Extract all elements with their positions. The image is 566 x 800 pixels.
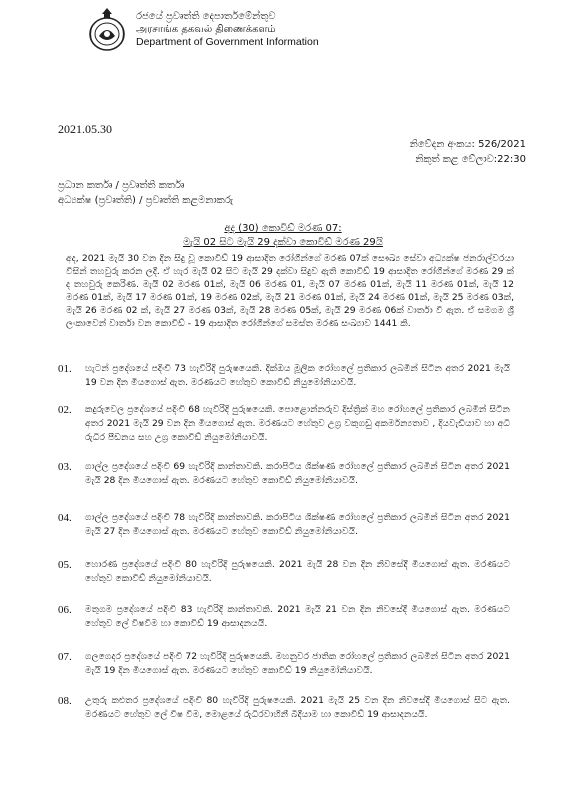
item-number: 02. (58, 404, 72, 416)
list-item (58, 403, 510, 445)
list-item (58, 650, 510, 678)
list-item (58, 460, 510, 488)
item-text: හැටන් ප්‍රදේශයේ පදිංචි 73 හැවිරිදි පුරුෂයෙකි. දික්ඔය මූලික රෝහලේ ප්‍රතිකාර ලබමින් සිටින අතර 2021 මැයි 19 වන දින මියගොස් ඇත. මරණයට හේතුව කොවිඩ් නියුමෝනියාවයි. (85, 363, 510, 388)
emblem-logo-icon (86, 6, 128, 52)
item-number: 06. (58, 604, 72, 616)
item-number: 05. (58, 559, 72, 571)
item-text: මතුගම ප්‍රදේශයේ පදිංචි 83 හැවිරිදි කාන්තාවකි. 2021 මැයි 21 වන දින නිවසේදී මියගොස් ඇත. මරණයට හේතුව ලේ විෂවීම හා කොවිඩ් 19 ආසාදනයයි. (85, 604, 510, 629)
release-number: නිවේදන අංකය: 526/2021 (409, 139, 526, 150)
item-number: 03. (58, 461, 72, 473)
item-number: 08. (58, 695, 72, 707)
recipient-line: ප්‍රධාන කර්තෘ / ප්‍රවෘත්ති කර්තෘ (58, 180, 185, 191)
intro-paragraph: අද, 2021 මැයි 30 වන දින සිදු වූ කොවිඩ් 19 ආසාදිත රෝගීන්ගේ මරණ 07ක් සෞඛ්‍ය සේවා අධ්‍යක්ෂ ජනරාල්වරයා විසින් තහවුරු කරන ලදී. ඒ හැර මැයි 02 සිට මැයි 29 දක්වා සිදුව ඇති කොවිඩ් 19 ආසාදිත රෝගීන්ගේ මරණ 29 ක් ද තහවුරු කෙරිණ. මැයි 02 මරණ 01ක්, මැයි 06 මරණ 01, මැයි 07 මරණ 01ක්, මැයි 11 මරණ 01ක්, මැයි 12 මරණ 01ක්, මැයි 17 මරණ 01ක්, 19 මරණ 02ක්, මැයි 21 මරණ 01ක්, මැයි 24 මරණ 01ක්, මැයි 25 මරණ 03ක්, මැයි 26 මරණ 02 ක්, මැයි 27 මරණ 03ක්, මැයි 28 මරණ 05ක්, මැයි 29 මරණ 06ක් වාර්තා වී ඇත. ඒ සමගම ශ්‍රී ලංකාවෙන් වාර්තා වන කොවිඩ් - 19 ආසාදිත රෝගීන්ගේ සමස්ත මරණ සංඛ්‍යාව 1441 කි. (66, 253, 514, 329)
item-text: කදුරුවෙල ප්‍රදේශයේ පදිංචි 68 හැවිරිදි පුරුෂයෙකි. පොළොන්නරුව දිස්ත්‍රික් මහ රෝහලේ ප්‍රතිකාර ලබමින් සිටින අතර 2021 මැයි 29 වන දින මියගොස් ඇත. මරණයට හේතුව උග්‍ර වකුගඩු අකර්මන්‍යතාව , දියවැඩියාව හා අධි රුධිර පීඩනය සහ උග්‍ර කොවිඩ් නියුමෝනියාවයි. (85, 404, 510, 443)
item-number: 04. (58, 512, 72, 524)
title-line-1: අද (30) කොවිඩ් මරණ 07: (224, 223, 342, 234)
item-number: 07. (58, 651, 72, 663)
list-item (58, 558, 510, 586)
item-number: 01. (58, 363, 72, 375)
item-text: ගාල්ල ප්‍රදේශයේ පදිංචි 69 හැවිරිදි කාන්තාවකි. කරාපිටිය ශික්ෂණ රෝහලේ ප්‍රතිකාර ලබමින් සිටින අතර 2021 මැයි 28 දින මියගොස් ඇත. මරණයට හේතුව කොවිඩ් නියුමෝනියාවයි. (85, 461, 510, 486)
item-text: ගලගෙදර ප්‍රදේශයේ පදිංචි 72 හැවිරිදි පුරුෂයෙකි. මහනුවර ජාතික රෝහලේ ප්‍රතිකාර ලබමින් සිටින අතර 2021 මැයි 19 දින මියගොස් ඇත. මරණයට හේතුව කොවිඩ් 19 නියුමෝනියාවයි. (85, 651, 510, 676)
document-title (0, 222, 566, 250)
item-text: උතුරු කළුතර ප්‍රදේශයේ පදිංචි 80 හැවිරිදි පුරුෂයෙකි. 2021 මැයි 25 වන දින නිවසේදී මියගොස් සිට ඇත. මරණයට හේතුව ලේ විෂ වීම, මොළයේ රුධිරවාහිනී බිදීයාම හා කොවිඩ් 19 ආසාදනයයි. (85, 695, 510, 720)
release-date: 2021.05.30 (58, 122, 112, 136)
item-text: ගාල්ල ප්‍රදේශයේ පදිංචි 78 හැවිරිදි කාන්තාවකි. කරාපිටිය ශික්ෂණ රෝහලේ ප්‍රතිකාර ලබමින් සිටින අතර 2021 මැයි 27 දින මියගොස් ඇත. මරණයට හේතුව කොවිඩ් නියුමෝනියාවයි. (85, 512, 510, 537)
list-item (58, 603, 510, 631)
reference-block (410, 137, 526, 167)
list-item (58, 694, 510, 722)
department-name-tamil: அரசாங்க தகவல் திணைக்களம் (136, 24, 276, 35)
list-item (58, 511, 510, 539)
department-name-english: Department of Government Information (136, 36, 319, 48)
title-line-2: මැයි 02 සිට මැයි 29 දක්වා කොවිඩ් මරණ 29යි (183, 237, 383, 248)
release-time: නිකුත් කළ වේලාව:22:30 (415, 154, 526, 165)
department-name-sinhala: රජයේ ප්‍රවෘත්ති දෙපාර්තමේන්තුව (136, 11, 276, 22)
department-header (136, 10, 319, 49)
item-text: හොරණ ප්‍රදේශයේ පදිංචි 80 හැවිරිදි පුරුෂයෙකි. 2021 මැයි 28 වන දින නිවසේදී මියගොස් ඇත. මරණයට හේතුව කොවිඩ් නියුමෝනියාවයි. (85, 559, 510, 584)
recipient-line: අධ්‍යක්ෂ (ප්‍රවෘත්ති) / ප්‍රවෘත්ති කළමනාකරු (58, 195, 234, 206)
list-item (58, 362, 510, 390)
recipients-block (58, 178, 233, 208)
